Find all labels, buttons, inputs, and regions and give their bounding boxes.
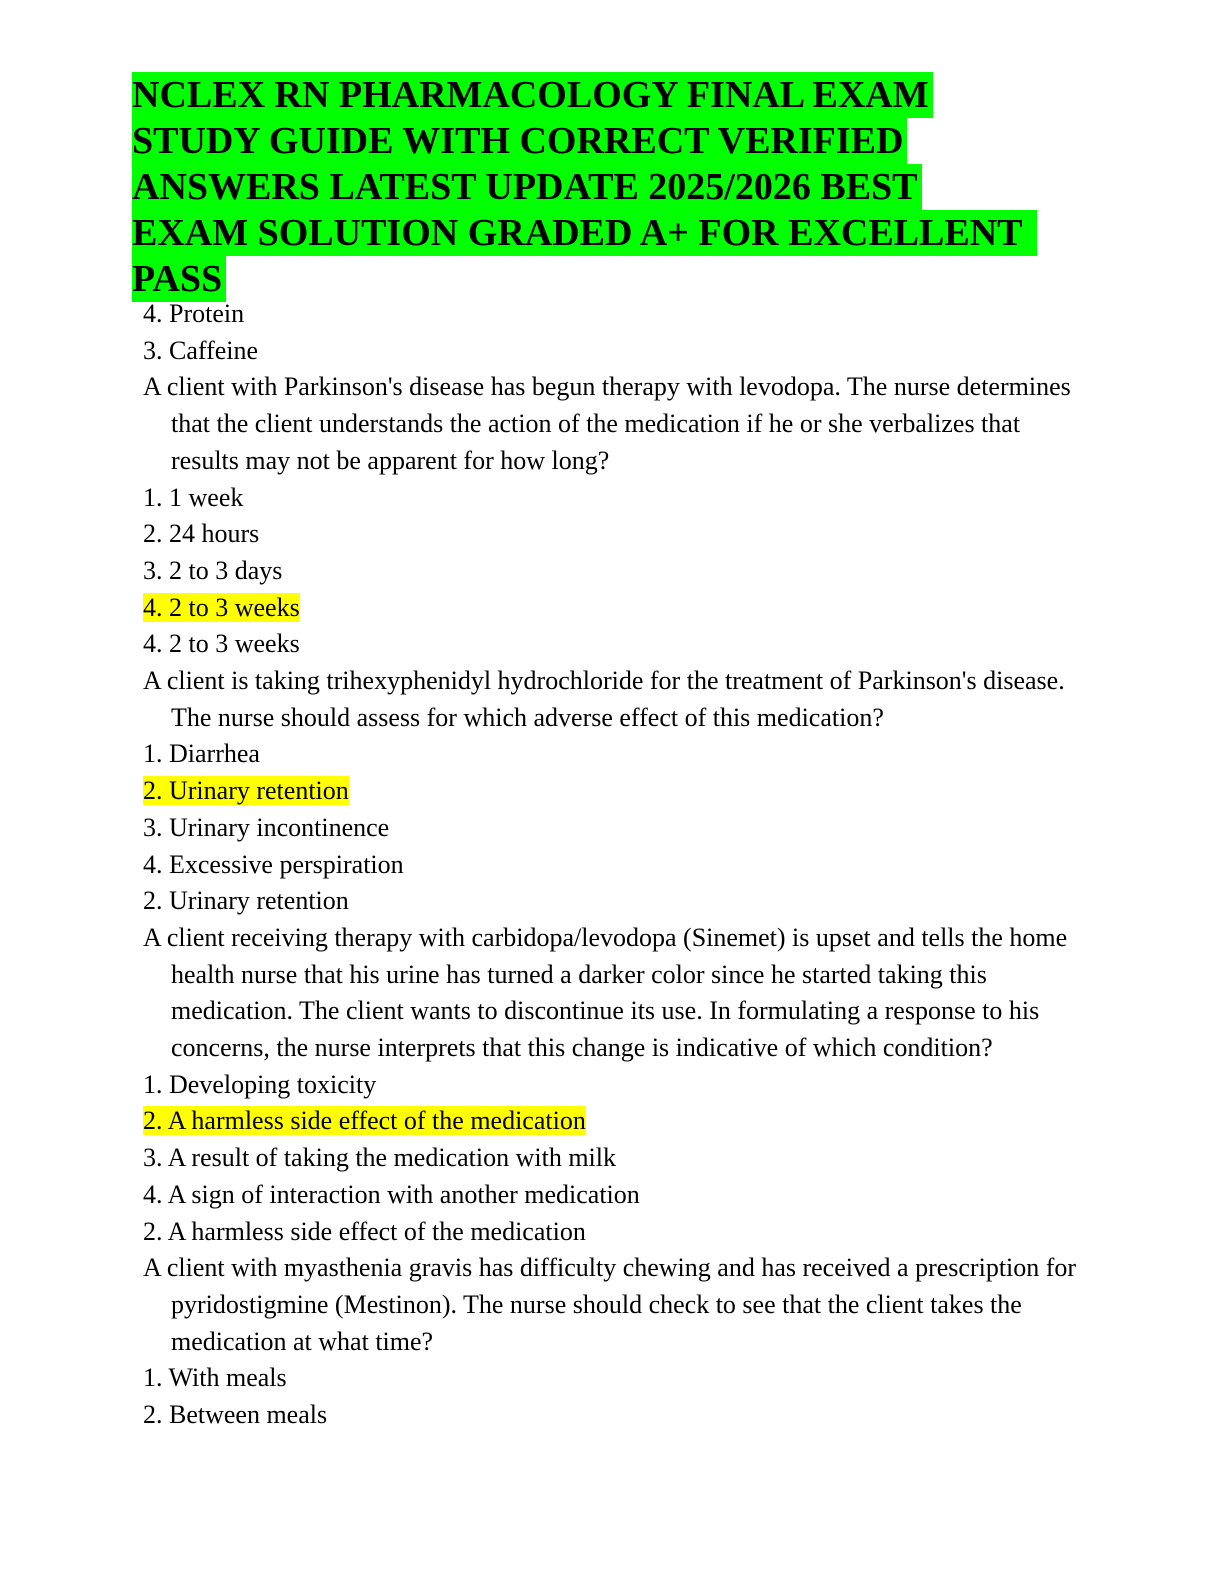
answer-option: 3. Urinary incontinence [143, 812, 390, 842]
answer-option: 1. With meals [143, 1363, 287, 1393]
document-title [132, 72, 1092, 302]
answer-key: 2. A harmless side effect of the medication [143, 1216, 586, 1246]
answer-option: 4. Protein [143, 299, 245, 328]
question-text: prescription for pyridostigmine (Mestinon). The nurse should check to see that [171, 1253, 1077, 1319]
answer-option: 3. A result of taking the medication with milk [143, 1143, 616, 1173]
question-text: the client takes the medication at what time? [171, 1289, 1022, 1356]
question-text: A client is taking trihexyphenidyl hydrochloride for the treatment of Parkinson's [143, 666, 977, 696]
answer-option: 3. 2 to 3 days [143, 555, 283, 585]
question-text: determines that the client understands the action of the medication if he or she [171, 372, 1071, 439]
correct-answer-highlight: 2. Urinary retention [143, 776, 349, 806]
question-text: home health nurse that his urine has turned a darker color since he started taking [171, 922, 1068, 989]
question-text: verbalizes that results may not be apparent for how long? [171, 409, 1021, 475]
title-line-2: STUDY GUIDE WITH CORRECT VERIFIED [132, 118, 907, 164]
question-text: A client receiving therapy with carbidopa/levodopa (Sinemet) is upset and tells the [143, 922, 1003, 952]
answer-option: 2. Between meals [143, 1400, 328, 1430]
question-text: condition? [882, 1033, 993, 1063]
title-line-1: NCLEX RN PHARMACOLOGY FINAL EXAM [132, 72, 933, 118]
correct-answer-highlight: 4. 2 to 3 weeks [143, 592, 300, 622]
answer-option: 1. 1 week [143, 482, 244, 512]
question-mestinon [143, 1250, 1093, 1360]
question-sinemet [143, 920, 1093, 1067]
question-trihexyphenidyl [143, 663, 1093, 736]
question-text: A client with myasthenia gravis has difficulty chewing and has received a [143, 1253, 909, 1283]
answer-option: 2. 24 hours [143, 519, 260, 549]
title-line-4: EXAM SOLUTION GRADED A+ FOR EXCELLENT [132, 210, 1037, 256]
question-text: A client with Parkinson's disease has begun therapy with levodopa. The nurse [143, 372, 951, 402]
answer-key: 4. 2 to 3 weeks [143, 629, 300, 659]
question-levodopa [143, 369, 1093, 479]
answer-option: 1. Diarrhea [143, 739, 260, 769]
answer-option: 1. Developing toxicity [143, 1069, 377, 1099]
correct-answer-highlight: 2. A harmless side effect of the medication [143, 1106, 586, 1136]
title-line-3: ANSWERS LATEST UPDATE 2025/2026 BEST [132, 164, 922, 210]
answer-option: 4. A sign of interaction with another medication [143, 1179, 640, 1209]
answer-option: 4. Excessive perspiration [143, 849, 404, 879]
question-text: this medication. The client wants to discontinue its use. In formulating a response [171, 959, 987, 1026]
answer-option: 3. Caffeine [143, 335, 259, 365]
title-line-5: PASS [132, 256, 226, 302]
document-body [143, 296, 1093, 1434]
answer-key: 2. Urinary retention [143, 886, 349, 916]
question-text: to his concerns, the nurse interprets that this change is indicative of which [171, 996, 1040, 1063]
question-text: disease. The nurse should assess for which adverse effect of this medication? [171, 666, 1065, 732]
